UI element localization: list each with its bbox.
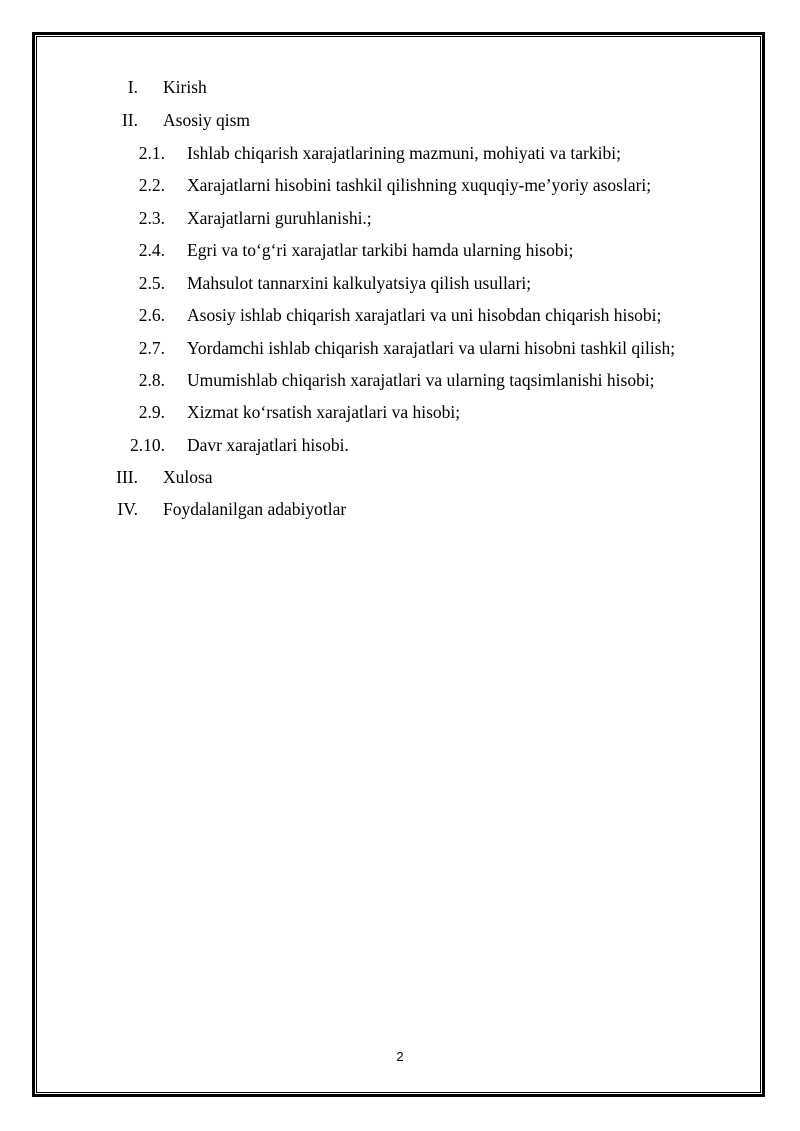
toc-subsection-title: Davr xarajatlari hisobi. — [187, 435, 349, 455]
toc-subsection-title: Egri va to‘g‘ri xarajatlar tarkibi hamda ularning hisobi; — [187, 240, 574, 260]
toc-section-number: I. — [127, 77, 138, 97]
toc-section-number: IV. — [117, 499, 138, 519]
toc-subsection-title: Ishlab chiqarish xarajatlarining mazmuni, mohiyati va tarkibi; — [187, 143, 621, 163]
toc-section-number: II. — [121, 110, 138, 130]
toc-section-title: Asosiy qism — [163, 110, 251, 130]
toc-section-number: III. — [116, 467, 138, 487]
toc-section-title: Xulosa — [163, 467, 213, 487]
toc-subsection-number: 2.4. — [138, 240, 165, 260]
toc-subsection-title: Umumishlab chiqarish xarajatlari va ularning taqsimlanishi hisobi; — [187, 370, 655, 390]
toc-subsection-number: 2.6. — [138, 305, 165, 325]
toc-subsection-title: Mahsulot tannarxini kalkulyatsiya qilish usullari; — [187, 273, 532, 293]
toc-subsection-number: 2.5. — [138, 273, 165, 293]
toc-subsection-title: Xarajatlarni guruhlanishi.; — [187, 208, 372, 228]
toc-subsection-number: 2.9. — [138, 402, 165, 422]
toc-subsection-title: Xarajatlarni hisobini tashkil qilishning xuquqiy-me’yoriy asoslari; — [187, 175, 652, 195]
toc-subsection-title: Yordamchi ishlab chiqarish xarajatlari va ularni hisobni tashkil qilish; — [187, 338, 676, 358]
toc-section-title: Foydalanilgan adabiyotlar — [163, 499, 347, 519]
toc-subsection-number: 2.2. — [138, 175, 165, 195]
page-number: 2 — [396, 1049, 404, 1064]
toc-subsection-number: 2.3. — [138, 208, 165, 228]
toc-subsection-title: Asosiy ishlab chiqarish xarajatlari va uni hisobdan chiqarish hisobi; — [187, 305, 662, 325]
toc-section-title: Kirish — [163, 77, 207, 97]
toc-subsection-number: 2.1. — [138, 143, 165, 163]
toc-subsection-number: 2.8. — [138, 370, 165, 390]
toc-subsection-number: 2.10. — [130, 435, 165, 455]
toc-subsection-number: 2.7. — [138, 338, 165, 358]
toc-subsection-title: Xizmat ko‘rsatish xarajatlari va hisobi; — [187, 402, 461, 422]
